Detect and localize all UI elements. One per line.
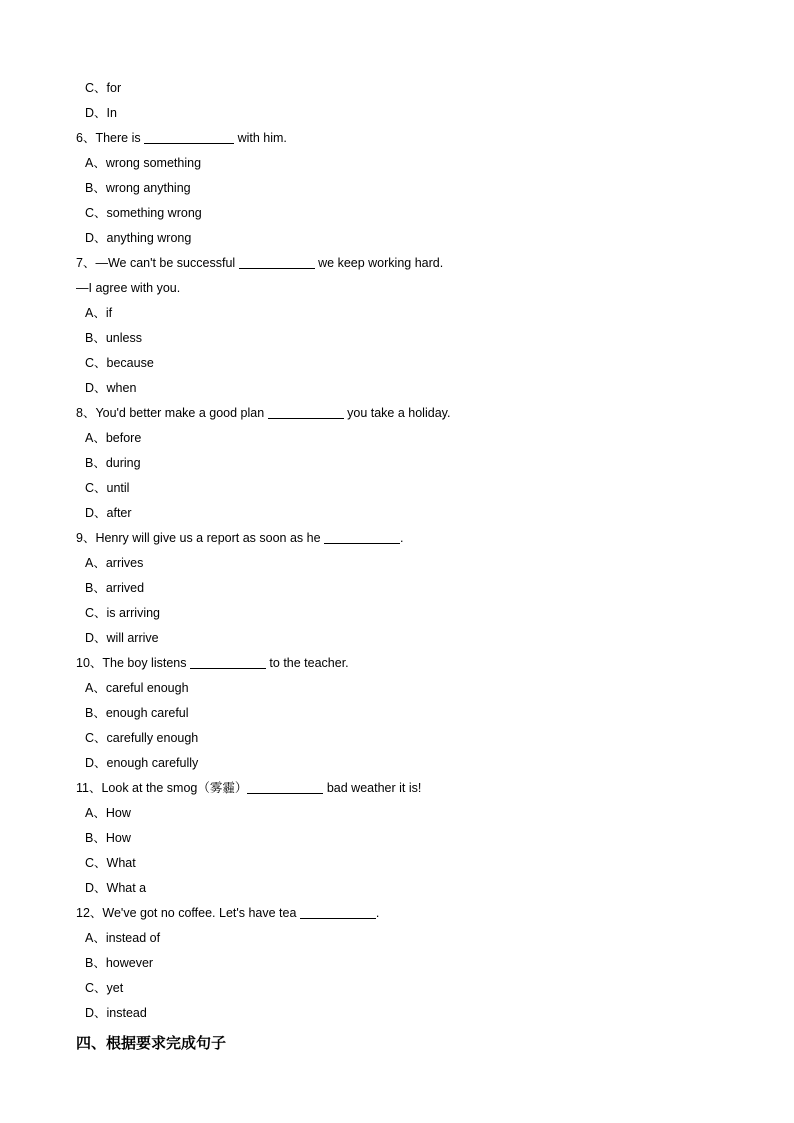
question-7: 7、—We can't be successful we keep working hard. <box>76 256 444 270</box>
option-q10-c: C、carefully enough <box>85 731 199 745</box>
answer-blank <box>324 530 400 544</box>
option-q5-d: D、In <box>85 106 117 120</box>
answer-blank <box>144 130 234 144</box>
option-q6-a: A、wrong something <box>85 156 202 170</box>
option-q11-b: B、How <box>85 831 131 845</box>
answer-blank <box>268 405 344 419</box>
answer-blank <box>190 655 266 669</box>
option-q11-d: D、What a <box>85 881 147 895</box>
option-q11-a: A、How <box>85 806 131 820</box>
option-q10-d: D、enough carefully <box>85 756 199 770</box>
option-q10-b: B、enough careful <box>85 706 189 720</box>
option-q6-c: C、something wrong <box>85 206 202 220</box>
question-10: 10、The boy listens to the teacher. <box>76 656 349 670</box>
option-q9-c: C、is arriving <box>85 606 161 620</box>
question-11: 11、Look at the smog（雾霾） bad weather it is! <box>76 781 422 795</box>
option-q9-b: B、arrived <box>85 581 145 595</box>
question-9: 9、Henry will give us a report as soon as he . <box>76 531 404 545</box>
question-6: 6、There is with him. <box>76 131 287 145</box>
option-q7-b: B、unless <box>85 331 142 345</box>
option-q12-b: B、however <box>85 956 154 970</box>
option-q7-c: C、because <box>85 356 154 370</box>
option-q8-a: A、before <box>85 431 142 445</box>
option-q7-d: D、when <box>85 381 137 395</box>
answer-blank <box>300 905 376 919</box>
option-q12-d: D、instead <box>85 1006 147 1020</box>
question-7-reply: —I agree with you. <box>76 281 181 295</box>
option-q9-a: A、arrives <box>85 556 144 570</box>
option-q8-d: D、after <box>85 506 132 520</box>
option-q7-a: A、if <box>85 306 113 320</box>
option-q8-c: C、until <box>85 481 130 495</box>
option-q6-b: B、wrong anything <box>85 181 191 195</box>
option-q12-a: A、instead of <box>85 931 161 945</box>
option-q6-d: D、anything wrong <box>85 231 192 245</box>
question-12: 12、We've got no coffee. Let's have tea . <box>76 906 380 920</box>
answer-blank <box>239 255 315 269</box>
section-heading: 四、根据要求完成句子 <box>76 1034 227 1052</box>
question-8: 8、You'd better make a good plan you take a holiday. <box>76 406 451 420</box>
question-list <box>76 80 736 1054</box>
option-q5-c: C、for <box>85 81 122 95</box>
option-q12-c: C、yet <box>85 981 124 995</box>
answer-blank <box>247 780 323 794</box>
option-q11-c: C、What <box>85 856 136 870</box>
option-q9-d: D、will arrive <box>85 631 159 645</box>
option-q10-a: A、careful enough <box>85 681 189 695</box>
option-q8-b: B、during <box>85 456 141 470</box>
